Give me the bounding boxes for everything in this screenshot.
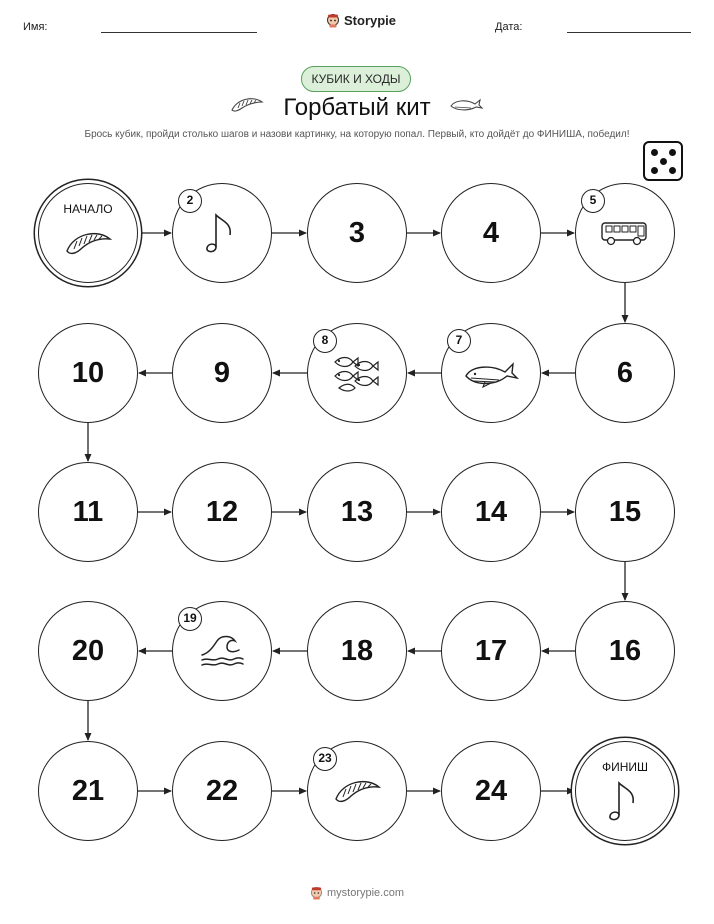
board-cell-4[interactable]	[441, 183, 541, 283]
activity-badge: КУБИК И ХОДЫ	[301, 66, 411, 92]
bus-icon	[600, 219, 650, 247]
board-cell-16[interactable]	[575, 601, 675, 701]
board-cell-2[interactable]	[172, 183, 272, 283]
board-cell-18[interactable]	[307, 601, 407, 701]
cell-number: 13	[340, 495, 374, 528]
board-cell-14[interactable]	[441, 462, 541, 562]
baleen-icon	[333, 777, 381, 805]
cell-number: 17	[474, 634, 508, 667]
board-cell-22[interactable]	[172, 741, 272, 841]
start-cell[interactable]	[38, 183, 138, 283]
footer	[310, 886, 404, 900]
page-title: Горбатый кит	[283, 94, 431, 121]
cell-number: 6	[616, 356, 634, 389]
finish-cell[interactable]	[575, 741, 675, 841]
cell-number: 12	[205, 495, 239, 528]
cell-number-badge: 2	[178, 189, 202, 213]
date-label: Дата:	[495, 21, 523, 33]
fish-school-icon	[331, 353, 383, 393]
board-cell-24[interactable]	[441, 741, 541, 841]
cell-number: 16	[608, 634, 642, 667]
footer-url: mystorypie.com	[327, 887, 405, 899]
board-cell-6[interactable]	[575, 323, 675, 423]
wave-icon	[199, 633, 245, 669]
cell-number: 24	[474, 774, 508, 807]
cell-number: 9	[213, 356, 231, 389]
cell-number: 11	[72, 495, 104, 528]
cell-number: 10	[71, 356, 105, 389]
storypie-logo-icon	[310, 886, 323, 900]
baleen-icon	[64, 229, 112, 257]
board-cell-3[interactable]	[307, 183, 407, 283]
cell-number-badge: 5	[581, 189, 605, 213]
instructions: Брось кубик, пройди столько шагов и назови картинку, на которую попал. Первый, кто дойдёт до ФИНИША, победил!	[84, 129, 630, 140]
music-note-icon	[607, 779, 643, 823]
board-cell-17[interactable]	[441, 601, 541, 701]
board-cell-5[interactable]	[575, 183, 675, 283]
cell-number: 14	[474, 495, 508, 528]
cell-number: 20	[71, 634, 105, 667]
board-cell-20[interactable]	[38, 601, 138, 701]
finish-label: ФИНИШ	[601, 760, 649, 774]
start-label: НАЧАЛО	[63, 202, 113, 216]
music-note-icon	[204, 211, 240, 255]
cell-number: 4	[482, 216, 500, 249]
board-cell-9[interactable]	[172, 323, 272, 423]
board-cell-11[interactable]	[38, 462, 138, 562]
cell-number-badge: 19	[178, 607, 202, 631]
cell-number: 18	[340, 634, 374, 667]
cell-number-badge: 23	[313, 747, 337, 771]
name-label: Имя:	[23, 21, 48, 33]
board-cell-19[interactable]	[172, 601, 272, 701]
board-cell-21[interactable]	[38, 741, 138, 841]
cell-number: 3	[348, 216, 366, 249]
whale-icon	[463, 356, 519, 390]
board-cell-12[interactable]	[172, 462, 272, 562]
cell-number: 22	[205, 774, 239, 807]
board-cell-15[interactable]	[575, 462, 675, 562]
board-cell-23[interactable]	[307, 741, 407, 841]
brand-name: Storypie	[344, 13, 397, 28]
cell-number: 15	[608, 495, 642, 528]
board-cell-10[interactable]	[38, 323, 138, 423]
cell-number-badge: 8	[313, 329, 337, 353]
cell-number-badge: 7	[447, 329, 471, 353]
board-cell-8[interactable]	[307, 323, 407, 423]
cell-number: 21	[71, 774, 105, 807]
board-cell-13[interactable]	[307, 462, 407, 562]
board-cell-7[interactable]	[441, 323, 541, 423]
